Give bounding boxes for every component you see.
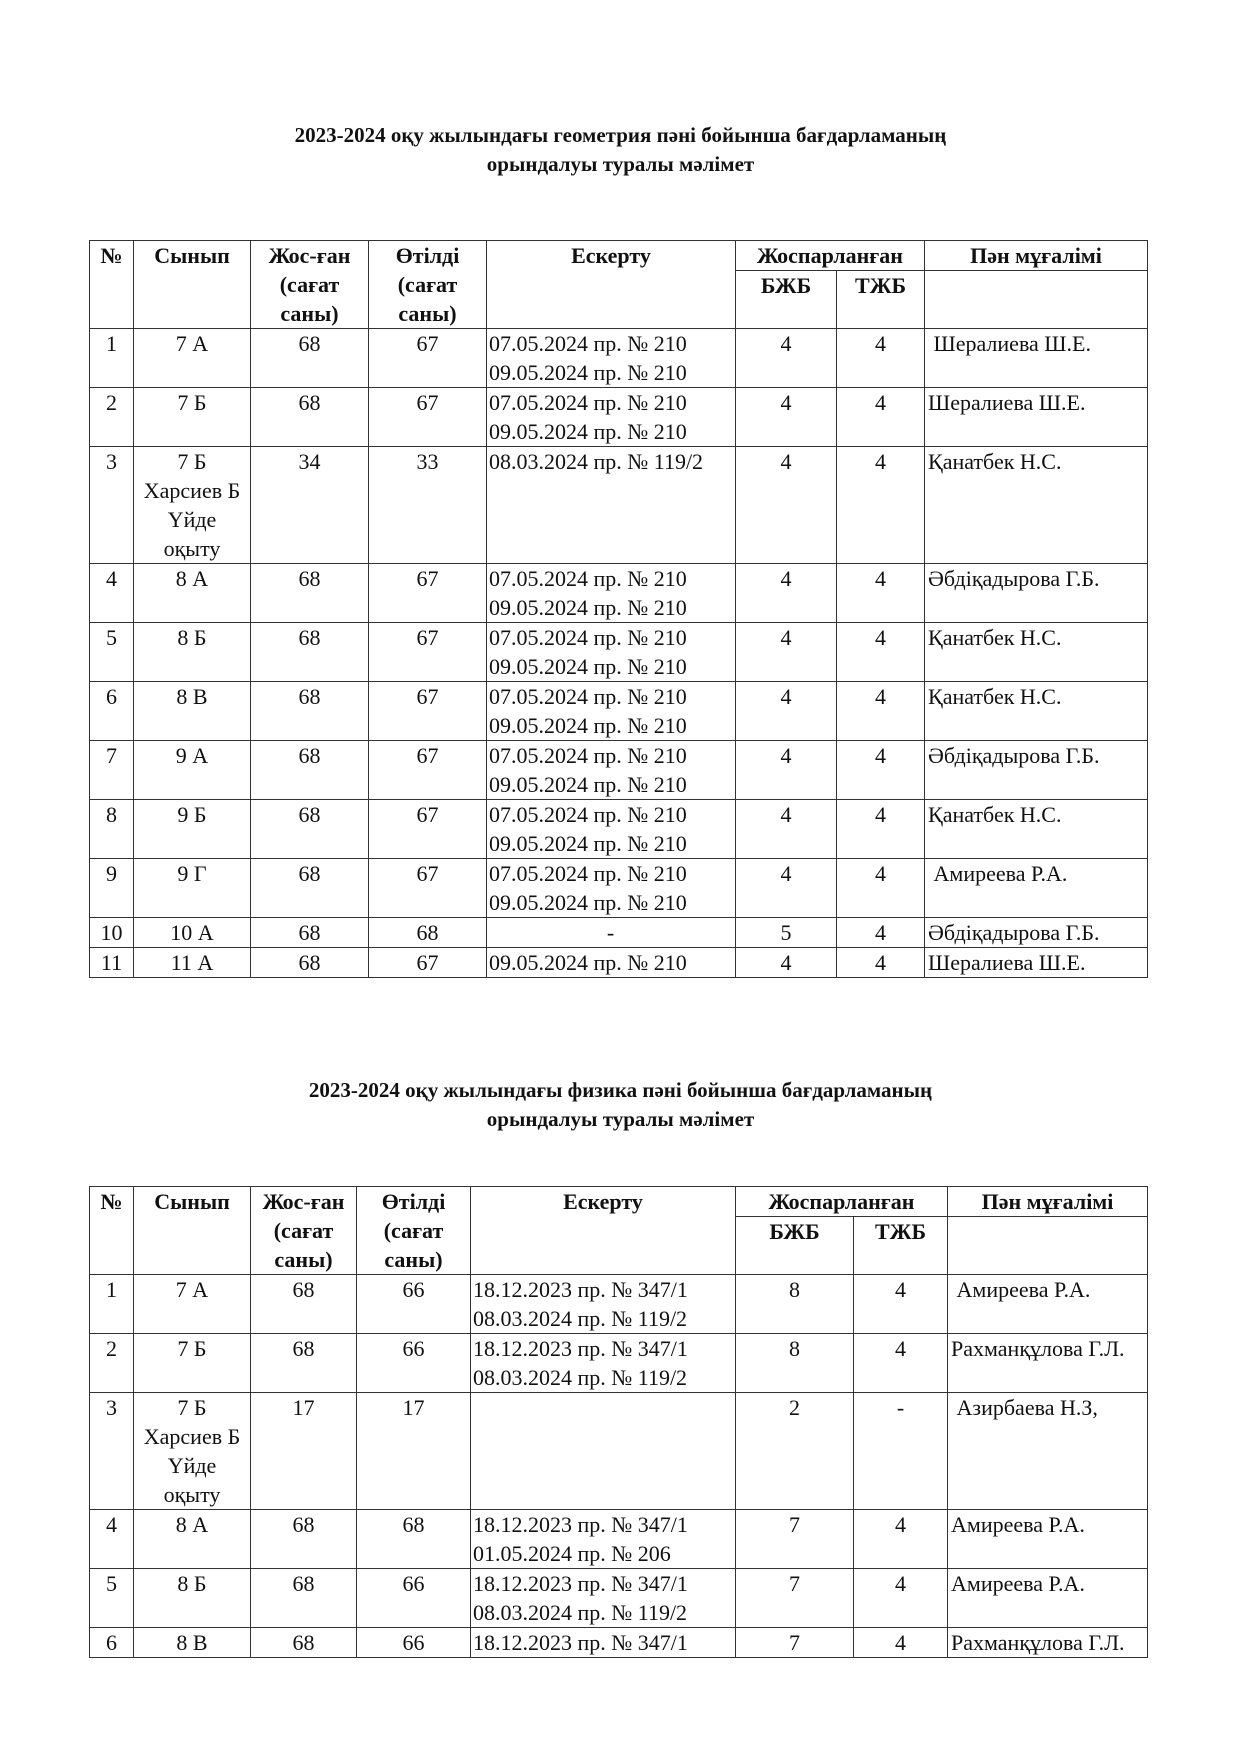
note-line: 07.05.2024 пр. № 210 <box>489 802 687 827</box>
row-number: 4 <box>90 1510 134 1569</box>
note-line: 08.03.2024 пр. № 119/2 <box>473 1600 688 1625</box>
tjb-count: 4 <box>837 388 925 447</box>
note-line: 09.05.2024 пр. № 210 <box>489 950 687 975</box>
note-line: 08.03.2024 пр. № 119/2 <box>473 1365 688 1390</box>
done-hours: 33 <box>369 447 487 564</box>
note-line: 07.05.2024 пр. № 210 <box>489 566 687 591</box>
class-line: 8 В <box>176 1630 208 1655</box>
teacher-name: Әбдіқадырова Г.Б. <box>925 918 1148 948</box>
teacher-name: Қанатбек Н.С. <box>925 447 1148 564</box>
class-line: 7 А <box>175 331 209 356</box>
bjb-count: 5 <box>736 918 837 948</box>
header-done-line3: саны) <box>384 1247 443 1272</box>
class-cell <box>134 564 251 623</box>
tjb-count: 4 <box>837 741 925 800</box>
row-number: 6 <box>90 682 134 741</box>
bjb-count: 4 <box>736 447 837 564</box>
header-done-line1: Өтілді <box>381 1189 446 1214</box>
teacher-name: Шералиева Ш.Е. <box>925 329 1148 388</box>
teacher-name: Рахманқұлова Г.Л. <box>948 1334 1148 1393</box>
note-cell <box>487 918 736 948</box>
header-plan-group: Жоспарланған <box>736 1187 948 1217</box>
note-cell <box>471 1393 736 1510</box>
done-hours: 67 <box>369 623 487 682</box>
note-cell <box>487 741 736 800</box>
done-hours: 68 <box>357 1510 471 1569</box>
teacher-name: Әбдіқадырова Г.Б. <box>925 564 1148 623</box>
row-number: 7 <box>90 741 134 800</box>
done-hours: 17 <box>357 1393 471 1510</box>
header-teacher: Пән мұғалімі <box>948 1187 1148 1217</box>
planned-hours: 34 <box>251 447 369 564</box>
done-hours: 67 <box>369 741 487 800</box>
header-note: Ескерту <box>487 241 736 329</box>
header-done-line2: (сағат <box>383 1218 444 1243</box>
geometry-rows <box>90 329 1148 978</box>
note-cell <box>471 1628 736 1658</box>
planned-hours: 68 <box>251 948 369 978</box>
planned-hours: 68 <box>251 800 369 859</box>
class-cell <box>134 1628 251 1658</box>
note-line: 07.05.2024 пр. № 210 <box>489 743 687 768</box>
bjb-count: 2 <box>736 1393 854 1510</box>
class-line: 7 Б <box>177 390 207 415</box>
note-line: 07.05.2024 пр. № 210 <box>489 331 687 356</box>
class-cell <box>134 1334 251 1393</box>
note-cell <box>487 447 736 564</box>
header-class: Сынып <box>134 1187 251 1275</box>
header-planned-line1: Жос-ған <box>268 243 351 268</box>
row-number: 3 <box>90 1393 134 1510</box>
planned-hours: 68 <box>251 388 369 447</box>
note-cell <box>487 329 736 388</box>
table-row <box>90 948 1148 978</box>
note-line: 18.12.2023 пр. № 347/1 <box>473 1512 688 1537</box>
planned-hours: 68 <box>251 1628 357 1658</box>
table-row <box>90 918 1148 948</box>
note-cell <box>487 682 736 741</box>
row-number: 1 <box>90 329 134 388</box>
header-done-hours <box>357 1187 471 1275</box>
note-line: 18.12.2023 пр. № 347/1 <box>473 1630 688 1655</box>
row-number: 8 <box>90 800 134 859</box>
class-cell <box>134 741 251 800</box>
class-line: оқыту <box>163 1482 221 1507</box>
note-line: 07.05.2024 пр. № 210 <box>489 861 687 886</box>
row-number: 5 <box>90 623 134 682</box>
note-line: 09.05.2024 пр. № 210 <box>489 831 687 856</box>
header-done-line2: (сағат <box>397 272 458 297</box>
table-row <box>90 741 1148 800</box>
row-number: 6 <box>90 1628 134 1658</box>
header-done-line1: Өтілді <box>395 243 460 268</box>
class-line: Харсиев Б <box>143 478 241 503</box>
table-row <box>90 1569 1148 1628</box>
table-row <box>90 1628 1148 1658</box>
class-line: Үйде <box>167 507 217 532</box>
note-line: 18.12.2023 пр. № 347/1 <box>473 1571 688 1596</box>
tjb-count: 4 <box>854 1569 948 1628</box>
note-line: 09.05.2024 пр. № 210 <box>489 419 687 444</box>
tjb-count: 4 <box>837 564 925 623</box>
teacher-name: Рахманқұлова Г.Л. <box>948 1628 1148 1658</box>
note-cell <box>487 800 736 859</box>
done-hours: 67 <box>369 564 487 623</box>
class-cell <box>134 948 251 978</box>
class-cell <box>134 447 251 564</box>
table-row <box>90 447 1148 564</box>
teacher-name: Амиреева Р.А. <box>948 1569 1148 1628</box>
teacher-name: Әбдіқадырова Г.Б. <box>925 741 1148 800</box>
class-cell <box>134 682 251 741</box>
row-number: 10 <box>90 918 134 948</box>
planned-hours: 17 <box>251 1393 357 1510</box>
bjb-count: 8 <box>736 1275 854 1334</box>
class-line: 11 А <box>170 950 214 975</box>
table-row <box>90 388 1148 447</box>
geometry-table <box>89 240 1148 978</box>
note-cell <box>487 859 736 918</box>
header-planned-line2: (сағат <box>273 1218 334 1243</box>
note-cell <box>471 1569 736 1628</box>
tjb-count: 4 <box>837 329 925 388</box>
note-line: 07.05.2024 пр. № 210 <box>489 390 687 415</box>
note-cell <box>487 623 736 682</box>
table-row <box>90 1334 1148 1393</box>
bjb-count: 4 <box>736 564 837 623</box>
row-number: 5 <box>90 1569 134 1628</box>
header-done-hours <box>369 241 487 329</box>
class-line: 9 Г <box>177 861 207 886</box>
planned-hours: 68 <box>251 859 369 918</box>
tjb-count: 4 <box>837 800 925 859</box>
header-planned-line3: саны) <box>274 1247 333 1272</box>
row-number: 2 <box>90 1334 134 1393</box>
row-number: 4 <box>90 564 134 623</box>
class-line: Харсиев Б <box>143 1424 241 1449</box>
class-line: 7 Б <box>177 449 207 474</box>
row-number: 3 <box>90 447 134 564</box>
class-line: 8 В <box>176 684 208 709</box>
note-line: 01.05.2024 пр. № 206 <box>473 1541 671 1566</box>
note-cell <box>471 1334 736 1393</box>
bjb-count: 4 <box>736 329 837 388</box>
bjb-count: 8 <box>736 1334 854 1393</box>
done-hours: 67 <box>369 800 487 859</box>
done-hours: 66 <box>357 1334 471 1393</box>
header-planned-line3: саны) <box>280 301 339 326</box>
class-cell <box>134 1569 251 1628</box>
note-line: 09.05.2024 пр. № 210 <box>489 772 687 797</box>
bjb-count: 4 <box>736 948 837 978</box>
row-number: 1 <box>90 1275 134 1334</box>
planned-hours: 68 <box>251 1275 357 1334</box>
class-line: оқыту <box>163 536 221 561</box>
table-row <box>90 329 1148 388</box>
note-line: 09.05.2024 пр. № 210 <box>489 713 687 738</box>
teacher-name: Шералиева Ш.Е. <box>925 388 1148 447</box>
tjb-count: - <box>854 1393 948 1510</box>
note-line: 07.05.2024 пр. № 210 <box>489 625 687 650</box>
bjb-count: 4 <box>736 623 837 682</box>
class-line: 9 Б <box>177 802 207 827</box>
row-number: 11 <box>90 948 134 978</box>
bjb-count: 7 <box>736 1628 854 1658</box>
planned-hours: 68 <box>251 918 369 948</box>
row-number: 9 <box>90 859 134 918</box>
header-teacher-blank <box>925 271 1148 329</box>
header-planned-hours <box>251 1187 357 1275</box>
bjb-count: 4 <box>736 859 837 918</box>
header-note: Ескерту <box>471 1187 736 1275</box>
header-planned-line2: (сағат <box>279 272 340 297</box>
note-line: 18.12.2023 пр. № 347/1 <box>473 1336 688 1361</box>
teacher-name: Амиреева Р.А. <box>925 859 1148 918</box>
done-hours: 67 <box>369 948 487 978</box>
tjb-count: 4 <box>837 948 925 978</box>
note-line: 09.05.2024 пр. № 210 <box>489 360 687 385</box>
table-row <box>90 1275 1148 1334</box>
physics-title-line1: 2023-2024 оқу жылындағы физика пәні бойынша бағдарламаның <box>308 1078 933 1102</box>
class-line: 9 А <box>175 743 209 768</box>
header-class: Сынып <box>134 241 251 329</box>
class-line: 8 А <box>175 566 209 591</box>
class-cell <box>134 1510 251 1569</box>
table-row <box>90 1510 1148 1569</box>
tjb-count: 4 <box>854 1628 948 1658</box>
class-line: 8 Б <box>177 625 207 650</box>
table-row <box>90 859 1148 918</box>
teacher-name: Азирбаева Н.З, <box>948 1393 1148 1510</box>
done-hours: 66 <box>357 1628 471 1658</box>
table-row <box>90 800 1148 859</box>
done-hours: 67 <box>369 329 487 388</box>
done-hours: 67 <box>369 682 487 741</box>
tjb-count: 4 <box>854 1334 948 1393</box>
tjb-count: 4 <box>854 1275 948 1334</box>
bjb-count: 4 <box>736 800 837 859</box>
class-cell <box>134 623 251 682</box>
class-line: 7 Б <box>177 1395 207 1420</box>
teacher-name: Қанатбек Н.С. <box>925 682 1148 741</box>
planned-hours: 68 <box>251 329 369 388</box>
geometry-title-line1: 2023-2024 оқу жылындағы геометрия пәні бойынша бағдарламаның <box>294 123 947 147</box>
note-line: 07.05.2024 пр. № 210 <box>489 684 687 709</box>
tjb-count: 4 <box>854 1510 948 1569</box>
header-planned-line1: Жос-ған <box>262 1189 345 1214</box>
header-bjb: БЖБ <box>736 1217 854 1275</box>
note-line: 09.05.2024 пр. № 210 <box>489 890 687 915</box>
header-num: № <box>90 241 134 329</box>
tjb-count: 4 <box>837 447 925 564</box>
class-cell <box>134 329 251 388</box>
physics-title <box>0 1076 1241 1134</box>
bjb-count: 7 <box>736 1510 854 1569</box>
table-row <box>90 682 1148 741</box>
header-tjb: ТЖБ <box>854 1217 948 1275</box>
physics-rows <box>90 1275 1148 1658</box>
note-line: 09.05.2024 пр. № 210 <box>489 654 687 679</box>
class-line: 10 А <box>170 920 214 945</box>
geometry-title-line2: орындалуы туралы мәлімет <box>486 152 755 176</box>
header-planned-hours <box>251 241 369 329</box>
tjb-count: 4 <box>837 682 925 741</box>
planned-hours: 68 <box>251 1510 357 1569</box>
planned-hours: 68 <box>251 623 369 682</box>
class-cell <box>134 1393 251 1510</box>
table-row <box>90 564 1148 623</box>
physics-table <box>89 1186 1148 1658</box>
class-line: 8 А <box>175 1512 209 1537</box>
class-cell <box>134 388 251 447</box>
bjb-count: 4 <box>736 682 837 741</box>
planned-hours: 68 <box>251 741 369 800</box>
planned-hours: 68 <box>251 682 369 741</box>
planned-hours: 68 <box>251 1569 357 1628</box>
header-bjb: БЖБ <box>736 271 837 329</box>
teacher-name: Амиреева Р.А. <box>948 1275 1148 1334</box>
header-teacher-blank <box>948 1217 1148 1275</box>
bjb-count: 4 <box>736 741 837 800</box>
teacher-name: Қанатбек Н.С. <box>925 623 1148 682</box>
done-hours: 66 <box>357 1569 471 1628</box>
done-hours: 67 <box>369 388 487 447</box>
note-line: - <box>606 920 615 945</box>
note-line: 08.03.2024 пр. № 119/2 <box>489 449 704 474</box>
header-tjb: ТЖБ <box>837 271 925 329</box>
table-row <box>90 1393 1148 1510</box>
class-cell <box>134 918 251 948</box>
header-plan-group: Жоспарланған <box>736 241 925 271</box>
planned-hours: 68 <box>251 564 369 623</box>
geometry-title <box>0 121 1241 179</box>
done-hours: 67 <box>369 859 487 918</box>
header-teacher: Пән мұғалімі <box>925 241 1148 271</box>
note-cell <box>471 1510 736 1569</box>
class-line: 8 Б <box>177 1571 207 1596</box>
row-number: 2 <box>90 388 134 447</box>
bjb-count: 4 <box>736 388 837 447</box>
tjb-count: 4 <box>837 859 925 918</box>
class-cell <box>134 800 251 859</box>
note-cell <box>487 564 736 623</box>
class-cell <box>134 1275 251 1334</box>
note-cell <box>471 1275 736 1334</box>
done-hours: 66 <box>357 1275 471 1334</box>
class-cell <box>134 859 251 918</box>
teacher-name: Амиреева Р.А. <box>948 1510 1148 1569</box>
header-done-line3: саны) <box>398 301 457 326</box>
table-row <box>90 623 1148 682</box>
class-line: 7 А <box>175 1277 209 1302</box>
tjb-count: 4 <box>837 918 925 948</box>
done-hours: 68 <box>369 918 487 948</box>
note-line: 09.05.2024 пр. № 210 <box>489 595 687 620</box>
bjb-count: 7 <box>736 1569 854 1628</box>
class-line: Үйде <box>167 1453 217 1478</box>
class-line: 7 Б <box>177 1336 207 1361</box>
note-cell <box>487 948 736 978</box>
planned-hours: 68 <box>251 1334 357 1393</box>
header-num: № <box>90 1187 134 1275</box>
note-line: 08.03.2024 пр. № 119/2 <box>473 1306 688 1331</box>
teacher-name: Қанатбек Н.С. <box>925 800 1148 859</box>
note-cell <box>487 388 736 447</box>
tjb-count: 4 <box>837 623 925 682</box>
note-line: 18.12.2023 пр. № 347/1 <box>473 1277 688 1302</box>
physics-title-line2: орындалуы туралы мәлімет <box>486 1107 755 1131</box>
teacher-name: Шералиева Ш.Е. <box>925 948 1148 978</box>
